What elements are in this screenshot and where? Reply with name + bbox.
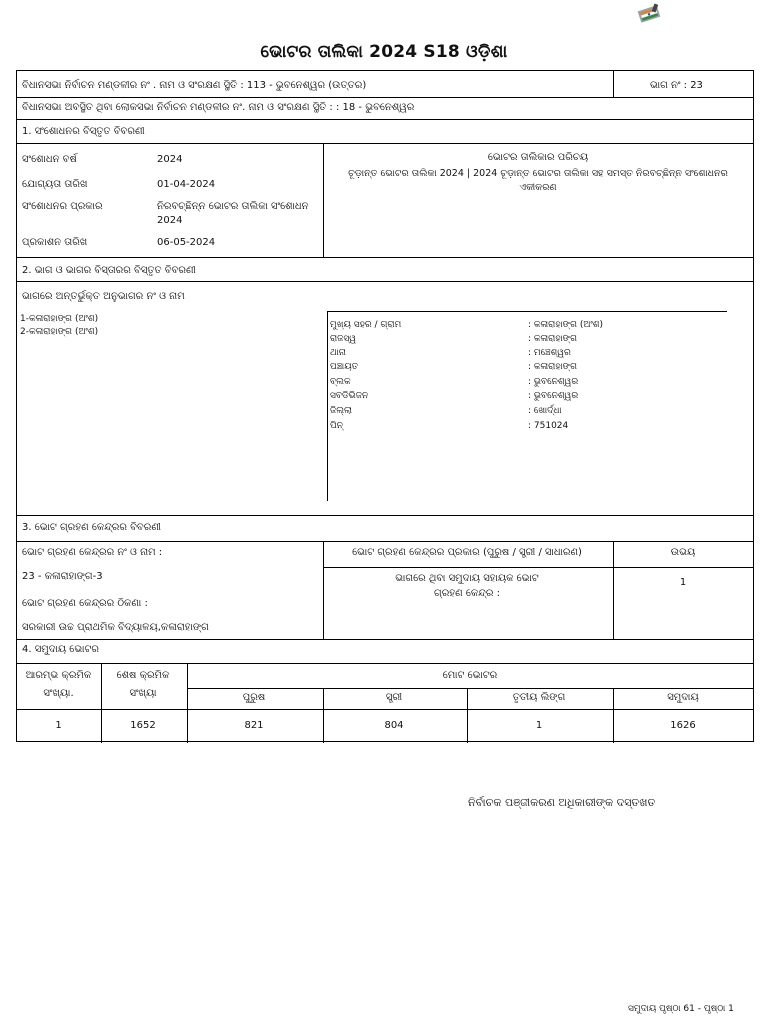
detail-label: ପଞ୍ଚାୟତ xyxy=(330,362,359,372)
total-value: 1626 xyxy=(670,720,696,731)
polling-station-label: ଭୋଟ ଗ୍ରହଣ କେନ୍ଦ୍ରର ନଂ ଓ ନାମ : xyxy=(22,547,163,558)
auxiliary-stations-label-cont: ଗ୍ରହଣ କେନ୍ଦ୍ର : xyxy=(434,588,500,599)
detail-value: : କଳାରାହାଙ୍ଗ xyxy=(528,362,578,372)
revision-year-value: 2024 xyxy=(157,154,183,165)
detail-label: ସବଡିଭିଜନ xyxy=(330,391,369,401)
detail-label: ମୁଖ୍ୟ ସହର / ଗ୍ରାମ xyxy=(330,320,402,330)
detail-value: : ଖୋର୍ଦ୍ଧା xyxy=(528,406,562,416)
start-serial-value: 1 xyxy=(55,720,62,731)
detail-value: : ମଞ୍ଚେଶ୍ୱର xyxy=(528,348,571,358)
end-serial-value: 1652 xyxy=(130,720,156,731)
auxiliary-stations-label: ଭାଗରେ ଥିବା ସମୁଦାୟ ସହାୟକ ଭୋଟ xyxy=(395,573,539,584)
start-serial-header: ଆରମ୍ଭ କ୍ରମିକ xyxy=(25,670,92,681)
revision-type-label: ସଂଶୋଧନର ପ୍ରକାର xyxy=(22,201,103,212)
station-type-label: ଭୋଟ ଗ୍ରହଣ କେନ୍ଦ୍ରର ପ୍ରକାର (ପୁରୁଷ / ସ୍ତ୍ରୀ / ସାଧାରଣ) xyxy=(352,547,582,558)
detail-value: : କଳାରାହାଙ୍ଗ xyxy=(528,334,578,344)
election-commission-logo xyxy=(636,2,666,24)
polling-address-value: ସରକାରୀ ଉଚ୍ଚ ପ୍ରାଥମିକ ବିଦ୍ୟାଳୟ,କଳାରାହାଙ୍ଗ xyxy=(22,622,209,633)
end-serial-header-cont: ସଂଖ୍ୟା xyxy=(129,688,157,699)
net-voters-header: ମୋଟ ଭୋଟର xyxy=(442,670,498,681)
subsection-item: 2-କଳାରାହାଙ୍ଗ (ଅଂଶ) xyxy=(20,327,99,337)
section4-heading: 4. ସମୁଦାୟ ଭୋଟର xyxy=(22,644,99,655)
third-gender-value: 1 xyxy=(535,720,543,731)
roll-identity-text: ଚୂଡ଼ାନ୍ତ ଭୋଟର ତାଲିକା 2024 | 2024 ଚୂଡ଼ାନ୍ତ ଭୋଟର ତାଲିକା ସହ ସମସ୍ତ ନିରବଚ୍ଛିନ୍ନ ସଂଶୋଧନର xyxy=(348,168,728,179)
station-type-value: ଉଭୟ xyxy=(670,547,696,558)
detail-value: : କଳାରାହାଙ୍ଗ (ଅଂଶ) xyxy=(528,320,603,330)
auxiliary-stations-value: 1 xyxy=(679,577,687,588)
page-footer: ସମୁଦାୟ ପୃଷ୍ଠା 61 - ପୃଷ୍ଠା 1 xyxy=(628,1004,734,1014)
female-header: ସ୍ତ୍ରୀ xyxy=(385,692,403,703)
revision-type-value-year: 2024 xyxy=(157,215,183,226)
detail-value: : ଭୁବନେଶ୍ୱର xyxy=(528,391,579,401)
section2-heading: 2. ଭାଗ ଓ ଭାଗର ବିସ୍ତାରର ବିସ୍ତୃତ ବିବରଣୀ xyxy=(22,265,196,276)
male-value: 821 xyxy=(244,720,264,731)
detail-value: : 751024 xyxy=(528,421,569,431)
section1-heading: 1. ସଂଶୋଧନର ବିସ୍ତୃତ ବିବରଣୀ xyxy=(22,126,145,137)
detail-label: ଜିଲ୍ଲା xyxy=(330,406,353,416)
detail-label: ପିନ୍ xyxy=(330,421,343,431)
revision-year-label: ସଂଶୋଧନ ବର୍ଷ xyxy=(22,154,77,165)
publication-date-value: 06-05-2024 xyxy=(157,237,216,248)
polling-station-value: 23 - କଳାରାହାଙ୍ଗ-3 xyxy=(22,571,103,582)
third-gender-header: ତୃତୀୟ ଲିଙ୍ଗ xyxy=(512,692,566,703)
polling-address-label: ଭୋଟ ଗ୍ରହଣ କେନ୍ଦ୍ରର ଠିକଣା : xyxy=(22,598,148,609)
subsection-item: 1-କଳାରାହାଙ୍ଗ (ଅଂଶ) xyxy=(20,314,99,324)
detail-label: ରାଜସ୍ୱ xyxy=(330,334,357,344)
ero-signature-label: ନିର୍ବାଚକ ପଞ୍ଜୀକରଣ ଅଧିକାରୀଙ୍କ ଦସ୍ତଖତ xyxy=(468,796,656,809)
roll-identity-text-cont: ଏକୀକରଣ xyxy=(519,182,557,193)
page-title: ଭୋଟର ତାଲିକା 2024 S18 ଓଡ଼ିଶା xyxy=(260,42,508,62)
publication-date-label: ପ୍ରକାଶନ ତାରିଖ xyxy=(22,237,88,248)
part-number: ଭାଗ ନଂ : 23 xyxy=(650,80,703,91)
section3-heading: 3. ଭୋଟ ଗ୍ରହଣ କେନ୍ଦ୍ରର ବିବରଣୀ xyxy=(22,522,162,533)
detail-label: ଥାନା xyxy=(330,348,347,358)
detail-value: : ଭୁବନେଶ୍ୱର xyxy=(528,377,579,387)
detail-label: ବ୍ଲକ xyxy=(330,377,351,387)
end-serial-header: ଶେଷ କ୍ରମିକ xyxy=(116,670,170,681)
qualifying-date-value: 01-04-2024 xyxy=(157,179,216,190)
female-value: 804 xyxy=(384,720,404,731)
assembly-constituency: ବିଧାନସଭା ନିର୍ବାଚନ ମଣ୍ଡଳୀର ନଂ . ନାମ ଓ ସଂରକ୍ଷଣ ସ୍ଥିତି : 113 - ଭୁବନେଶ୍ୱର (ଉତ୍ତର) xyxy=(22,80,367,91)
total-header: ସମୁଦାୟ xyxy=(667,692,699,703)
roll-identity-heading: ଭୋଟର ତାଲିକାର ପରିଚୟ xyxy=(487,152,589,163)
male-header: ପୁରୁଷ xyxy=(242,692,266,703)
revision-type-value: ନିରବଚ୍ଛିନ୍ନ ଭୋଟର ତାଲିକା ସଂଶୋଧନ xyxy=(157,201,309,212)
parliament-constituency: ବିଧାନସଭା ଅବସ୍ଥିତ ଥିବା ଲୋକସଭା ନିର୍ବାଚନ ମଣ୍ଡଳୀର ନଂ. ନାମ ଓ ସଂରକ୍ଷଣ ସ୍ଥିତି : : 18 - ଭୁବନେଶ୍ୱର xyxy=(22,102,415,113)
subsections-heading: ଭାଗରେ ଅନ୍ତର୍ଭୁକ୍ତ ଅନୁଭାଗର ନଂ ଓ ନାମ xyxy=(22,291,185,302)
start-serial-header-cont: ସଂଖ୍ୟା. xyxy=(43,688,74,699)
qualifying-date-label: ଯୋଗ୍ୟତା ତାରିଖ xyxy=(22,179,88,190)
